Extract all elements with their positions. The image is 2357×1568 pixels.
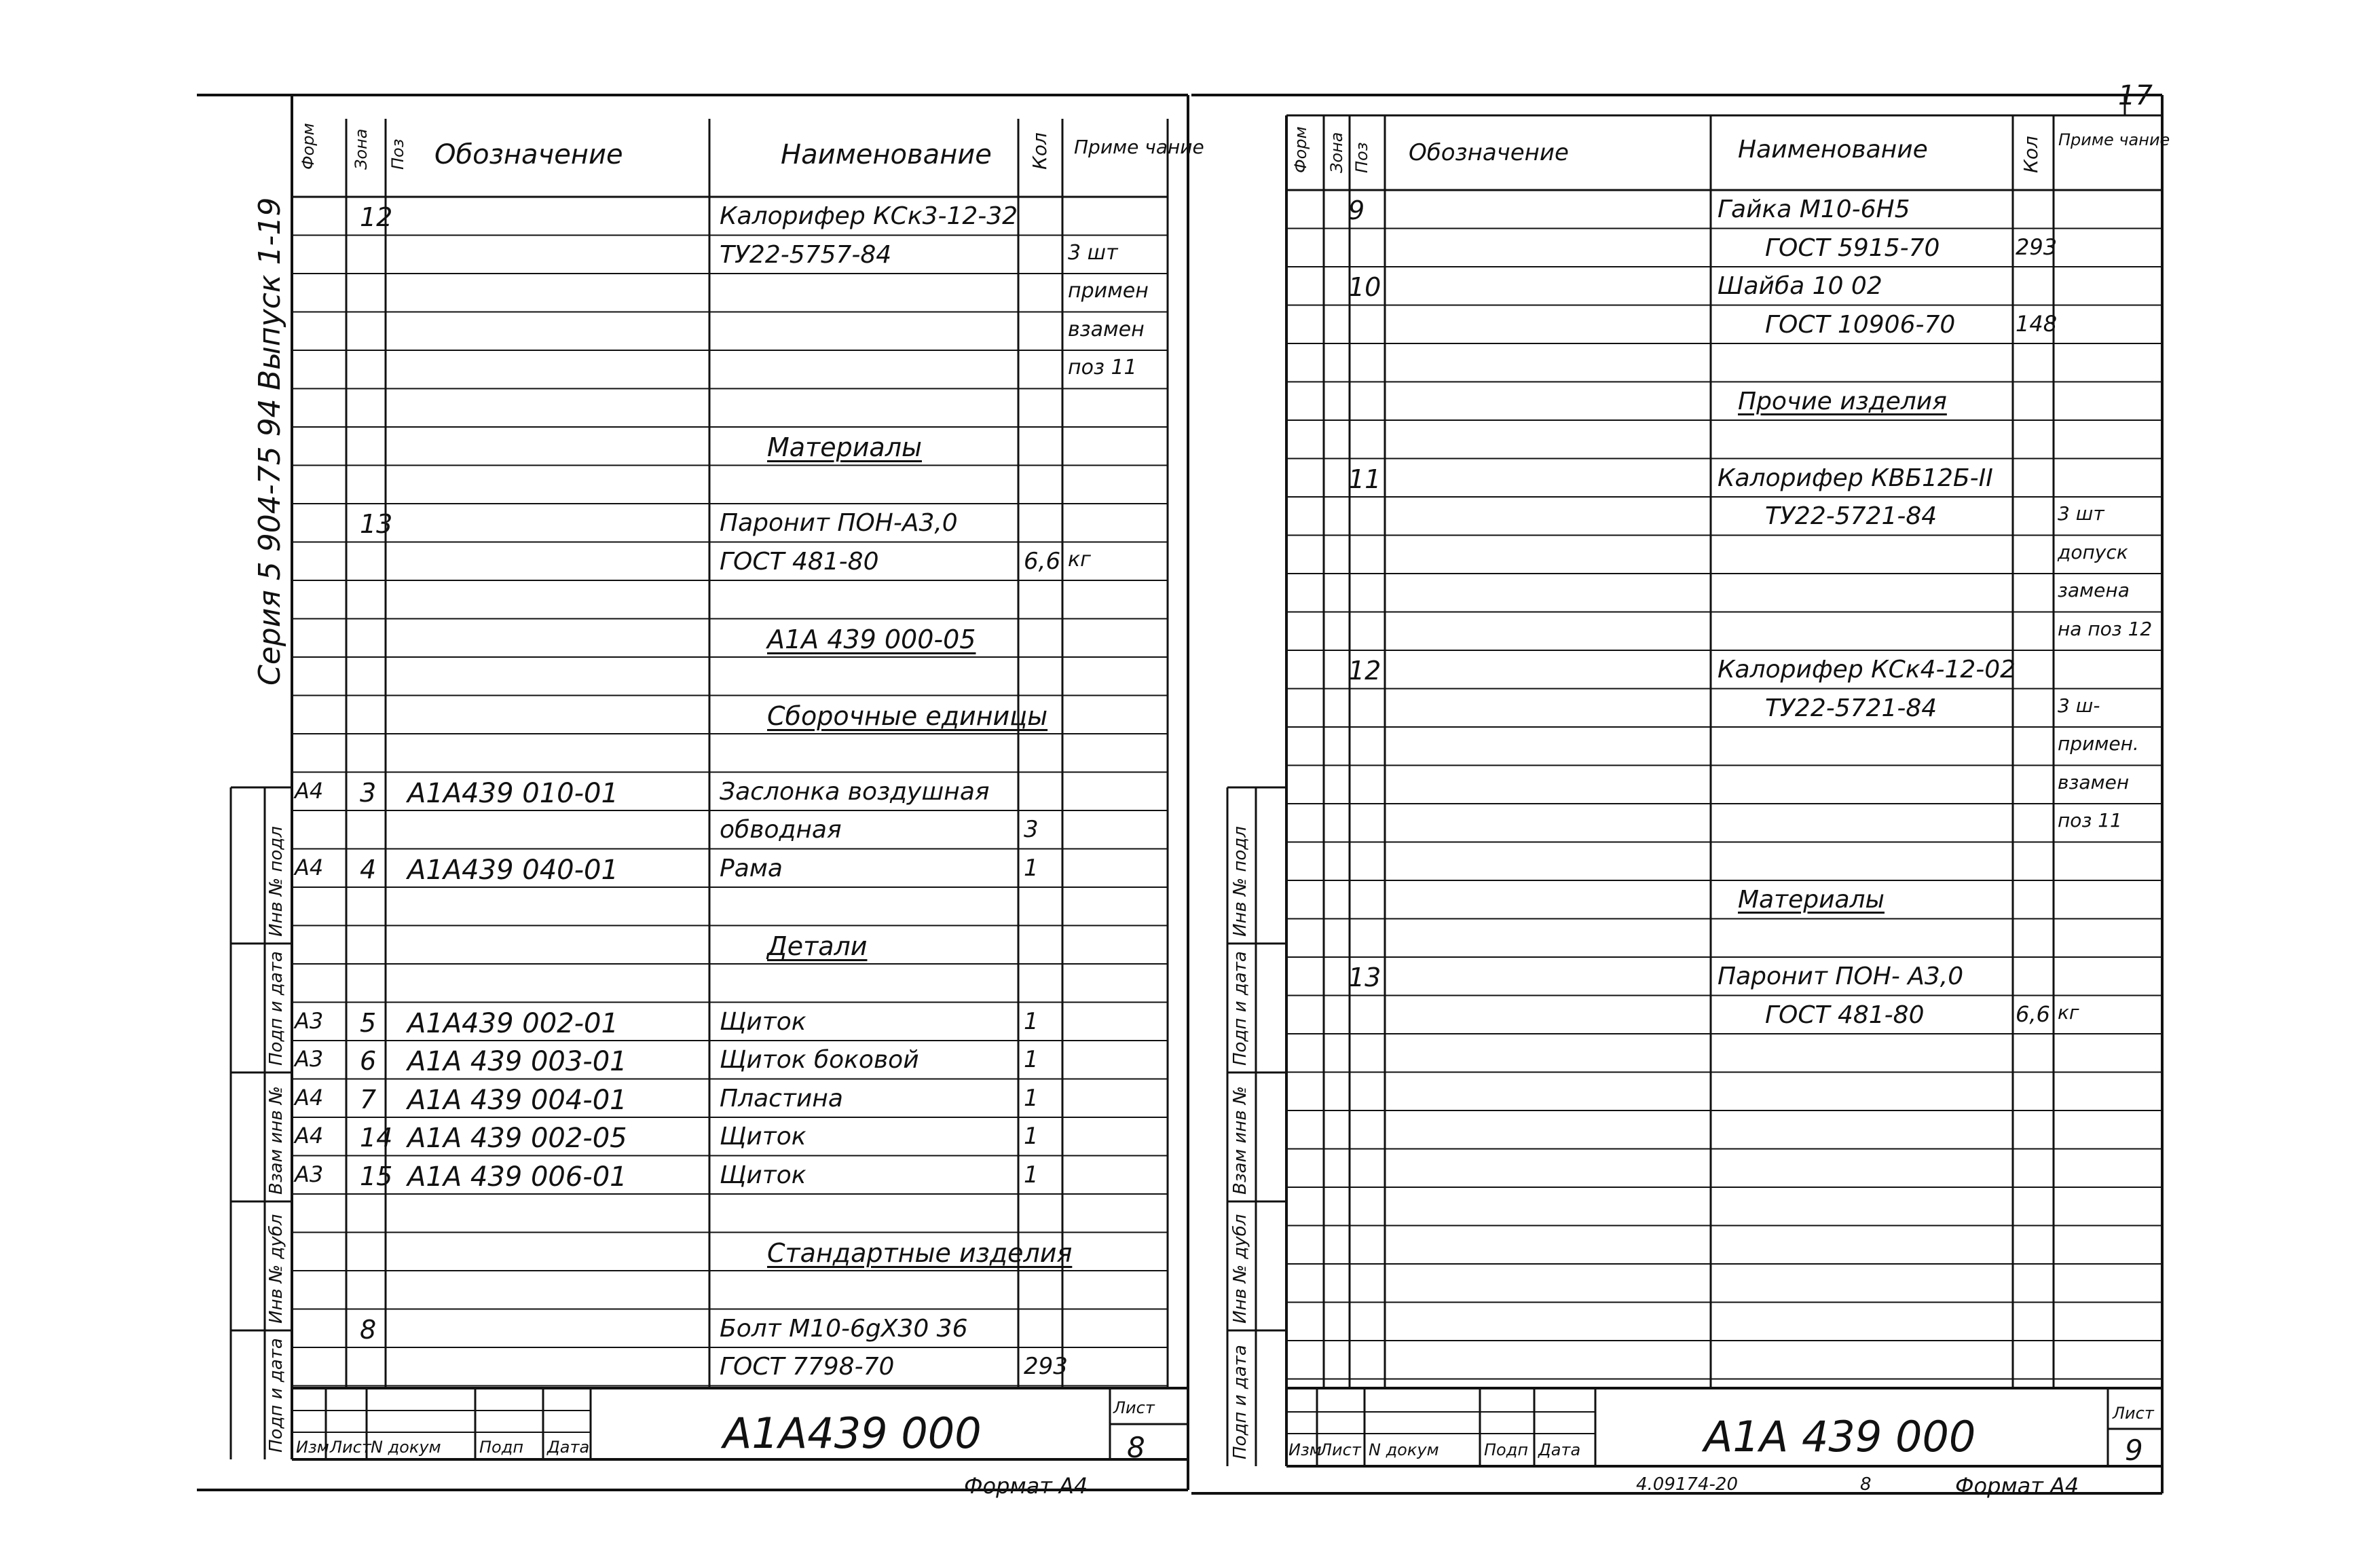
row-name: Болт М10-6gХ30 36 <box>720 1314 968 1343</box>
row-note: 3 ш- <box>2058 694 2100 717</box>
row-note: поз 11 <box>2058 809 2122 832</box>
row-designation: А1А439 040-01 <box>407 854 618 886</box>
row-note: замена <box>2058 579 2130 601</box>
right-format-label: Формат А4 <box>1955 1473 2079 1499</box>
header-format: Форм <box>1291 126 1310 173</box>
section-heading: Стандартные изделия <box>767 1237 1073 1268</box>
titleblock-col-label: Лист <box>1320 1440 1361 1459</box>
row-name: Рама <box>720 854 783 882</box>
row-format: А4 <box>295 1123 324 1149</box>
row-pos: 4 <box>360 854 377 884</box>
row-name: Паронит ПОН-А3,0 <box>720 509 958 537</box>
header-zone: Зона <box>352 128 371 170</box>
row-name: Шайба 10 02 <box>1718 272 1882 300</box>
row-designation: А1А 439 006-01 <box>407 1161 627 1193</box>
row-name: Калорифер КСк4-12-02 <box>1718 656 2016 684</box>
header-note: Приме чание <box>1074 136 1204 158</box>
right-stamp-number: 8 <box>1860 1474 1872 1495</box>
left-sheet-number: 8 <box>1127 1431 1145 1464</box>
titleblock-col-label: Дата <box>547 1438 590 1457</box>
row-qty: 6,6 <box>2016 1001 2050 1027</box>
issue-label: Выпуск 1-19 <box>253 197 287 390</box>
row-note: кг <box>2058 1001 2079 1024</box>
row-name: ГОСТ 5915-70 <box>1765 234 1940 262</box>
header-qty: Кол <box>2020 136 2042 173</box>
row-designation: А1А439 002-01 <box>407 1007 618 1039</box>
titleblock-col-label: N докум <box>1369 1440 1439 1459</box>
row-name: обводная <box>720 816 842 844</box>
row-name: ГОСТ 481-80 <box>720 547 879 576</box>
row-name: Щиток боковой <box>720 1046 919 1074</box>
row-format: А4 <box>295 854 324 880</box>
sidebar-label-3: Инв № дубл <box>1230 1214 1250 1324</box>
row-qty: 293 <box>1024 1353 1068 1380</box>
titleblock-col-label: Подп <box>479 1438 524 1457</box>
row-pos: 12 <box>360 202 393 232</box>
row-name: ТУ22-5757-84 <box>720 240 892 269</box>
row-qty: 3 <box>1024 816 1039 843</box>
titleblock-col-label: Подп <box>1484 1440 1529 1459</box>
series-label: Серия 5 904-75 94 <box>253 398 287 686</box>
header-name: Наименование <box>781 139 992 170</box>
row-qty: 1 <box>1024 1123 1039 1150</box>
row-pos: 9 <box>1348 195 1365 225</box>
row-format: А3 <box>295 1046 324 1072</box>
row-pos: 7 <box>360 1084 377 1115</box>
section-heading: Сборочные единицы <box>767 701 1048 731</box>
section-heading: Детали <box>767 931 868 961</box>
sidebar-label-4: Подп и дата <box>1230 1345 1250 1459</box>
row-pos: 10 <box>1348 272 1381 302</box>
section-heading: Материалы <box>767 432 922 462</box>
right-sheet-number: 9 <box>2125 1434 2143 1467</box>
section-heading: Материалы <box>1738 886 1885 914</box>
header-pos: Поз <box>388 138 407 170</box>
row-name: Пластина <box>720 1084 843 1113</box>
right-sheet-label: Лист <box>2113 1404 2154 1423</box>
row-designation: А1А439 010-01 <box>407 777 618 809</box>
row-note: поз 11 <box>1068 356 1137 379</box>
header-designation: Обозначение <box>1409 139 1569 166</box>
row-pos: 15 <box>360 1161 393 1191</box>
row-qty: 6,6 <box>1024 547 1061 575</box>
row-note: взамен <box>2058 770 2130 794</box>
row-pos: 14 <box>360 1123 393 1153</box>
titleblock-col-label: Лист <box>330 1438 371 1457</box>
row-note: примен. <box>2058 732 2139 755</box>
row-qty: 293 <box>2016 234 2058 260</box>
titleblock-col-label: Дата <box>1538 1440 1581 1459</box>
row-qty: 1 <box>1024 1007 1039 1035</box>
row-name: Калорифер КВБ12Б-II <box>1718 464 1993 492</box>
header-pos: Поз <box>1352 142 1371 173</box>
sidebar-label-0: Инв № подл <box>1230 826 1250 937</box>
sidebar-label-4: Подп и дата <box>266 1338 286 1453</box>
row-designation: А1А 439 002-05 <box>407 1123 627 1154</box>
header-qty: Кол <box>1028 132 1051 170</box>
section-heading: Прочие изделия <box>1738 387 1947 415</box>
row-qty: 1 <box>1024 854 1039 882</box>
row-pos: 3 <box>360 777 377 808</box>
row-name: Калорифер КСк3-12-32 <box>720 202 1018 230</box>
header-name: Наименование <box>1738 136 1928 164</box>
right-doc-code: А1А 439 000 <box>1704 1412 1976 1461</box>
corner-number: 17 <box>2118 80 2153 111</box>
row-name: Заслонка воздушная <box>720 777 990 806</box>
row-name: ТУ22-5721-84 <box>1765 694 1937 722</box>
row-designation: А1А 439 003-01 <box>407 1046 627 1077</box>
row-name: Щиток <box>720 1123 806 1151</box>
row-name: ТУ22-5721-84 <box>1765 502 1937 530</box>
row-note: примен <box>1068 279 1149 303</box>
row-note: кг <box>1068 547 1091 572</box>
row-name: Гайка М10-6Н5 <box>1718 195 1910 223</box>
row-name: Щиток <box>720 1161 806 1189</box>
sidebar-label-1: Подп и дата <box>1230 951 1250 1066</box>
row-designation: А1А 439 004-01 <box>407 1084 627 1116</box>
row-name: ГОСТ 481-80 <box>1765 1001 1925 1029</box>
sidebar-label-2: Взам инв № <box>266 1086 286 1195</box>
row-qty: 148 <box>2016 310 2058 337</box>
sidebar-label-0: Инв № подл <box>266 826 286 937</box>
row-name: Щиток <box>720 1007 806 1036</box>
header-note: Приме чание <box>2058 130 2170 149</box>
row-note: 3 шт <box>1068 240 1118 265</box>
row-pos: 12 <box>1348 656 1381 686</box>
header-zone: Зона <box>1327 132 1346 173</box>
sidebar-label-1: Подп и дата <box>266 951 286 1066</box>
titleblock-col-label: Изм <box>296 1438 329 1457</box>
sidebar-label-3: Инв № дубл <box>266 1214 286 1324</box>
row-note: 3 шт <box>2058 502 2104 525</box>
titleblock-col-label: Изм <box>1288 1440 1322 1459</box>
left-doc-code: А1А439 000 <box>723 1408 982 1458</box>
row-qty: 1 <box>1024 1084 1039 1112</box>
section-heading: А1А 439 000-05 <box>767 624 976 654</box>
row-pos: 6 <box>360 1046 377 1076</box>
header-format: Форм <box>299 123 318 170</box>
row-pos: 13 <box>1348 963 1381 992</box>
row-pos: 5 <box>360 1007 377 1038</box>
row-pos: 8 <box>360 1314 377 1345</box>
row-note: допуск <box>2058 540 2128 563</box>
row-qty: 1 <box>1024 1046 1039 1073</box>
right-stamp: 4.09174-20 <box>1636 1474 1738 1495</box>
left-format-label: Формат А4 <box>964 1473 1088 1499</box>
header-designation: Обозначение <box>434 139 623 170</box>
left-sheet-label: Лист <box>1113 1398 1155 1417</box>
row-name: ГОСТ 7798-70 <box>720 1353 895 1381</box>
row-qty: 1 <box>1024 1161 1039 1189</box>
row-pos: 11 <box>1348 464 1381 494</box>
sidebar-label-2: Взам инв № <box>1230 1086 1250 1195</box>
row-name: Паронит ПОН- А3,0 <box>1718 963 1964 990</box>
row-format: А3 <box>295 1161 324 1187</box>
row-format: А4 <box>295 1084 324 1110</box>
row-format: А3 <box>295 1007 324 1034</box>
row-format: А4 <box>295 777 324 804</box>
row-name: ГОСТ 10906-70 <box>1765 310 1956 339</box>
row-pos: 13 <box>360 509 393 539</box>
row-note: взамен <box>1068 317 1145 341</box>
titleblock-col-label: N докум <box>371 1438 441 1457</box>
row-note: на поз 12 <box>2058 617 2153 640</box>
